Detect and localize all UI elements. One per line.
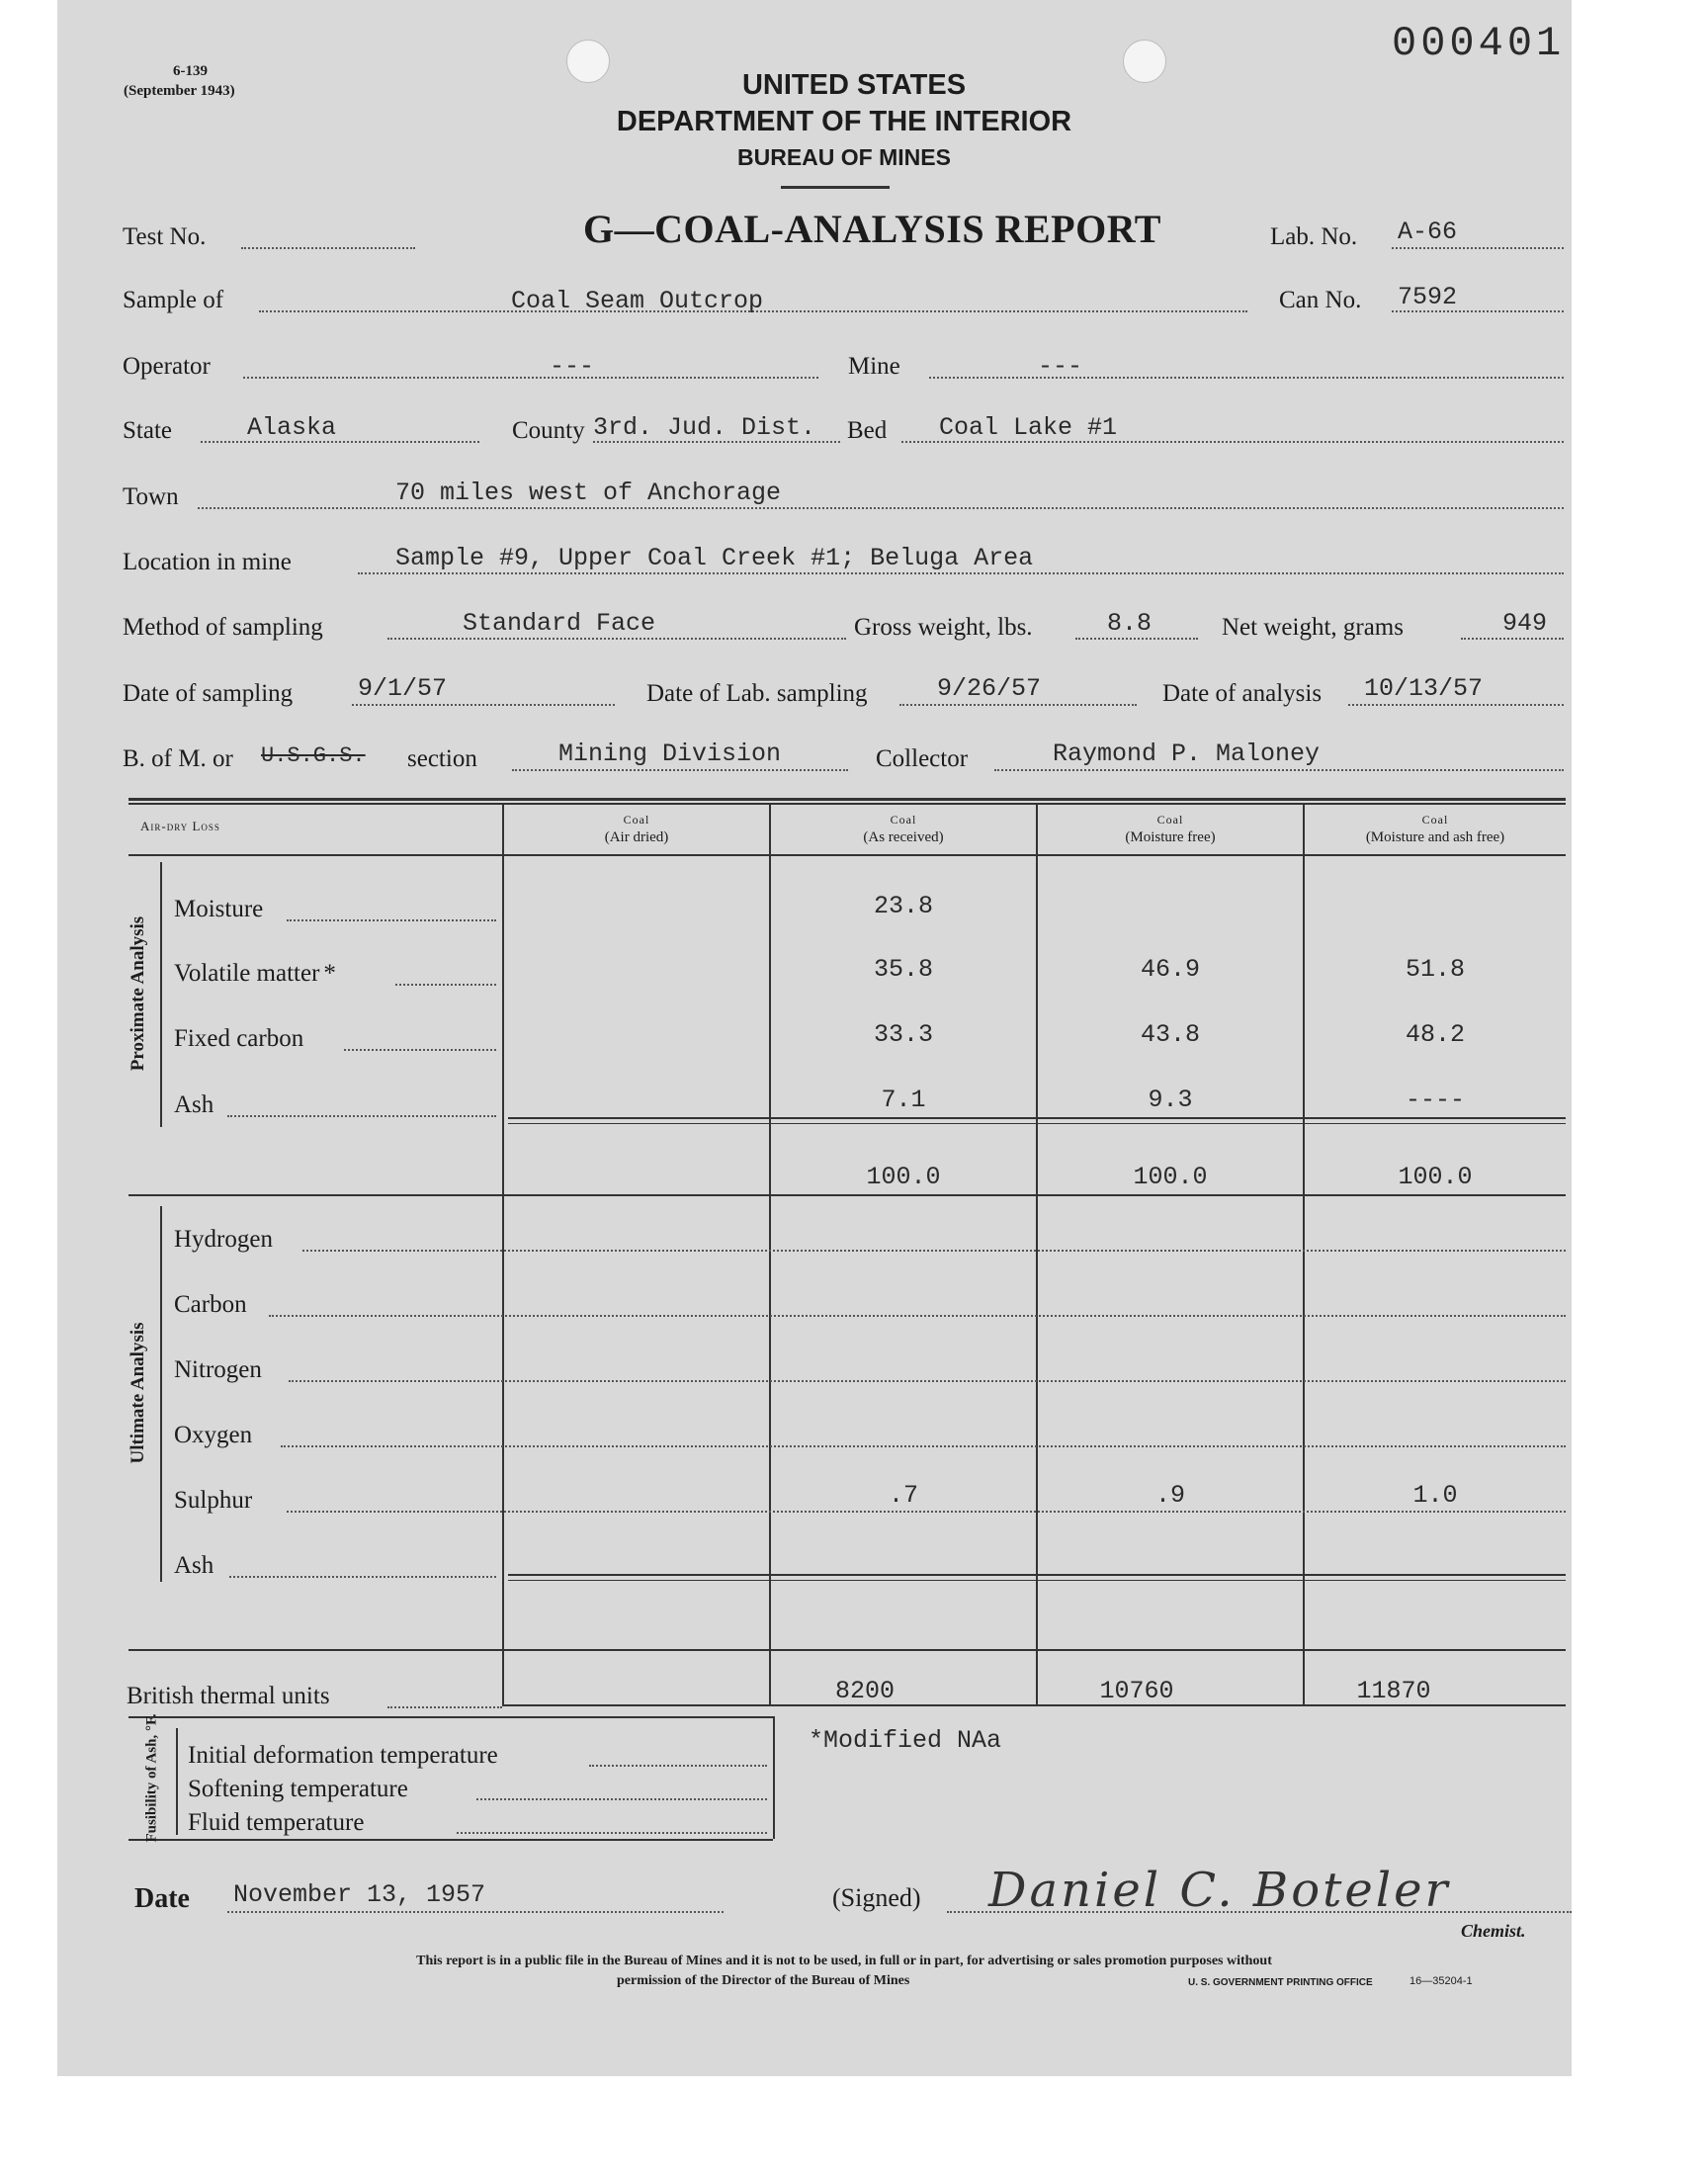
cell-volatile-moisture-ash-free: 51.8 — [1405, 955, 1465, 984]
col-header-moisture-free — [1038, 811, 1303, 846]
date-analysis-line — [1348, 704, 1564, 706]
column-divider-2 — [769, 803, 771, 1704]
state-value: Alaska — [247, 413, 337, 442]
state-label: State — [123, 417, 172, 444]
row-label-volatile-matter — [174, 960, 336, 988]
col-header-as-received-bottom: (As received) — [863, 829, 944, 845]
ultimate-sum-rule-2 — [508, 1580, 1566, 1581]
ultimate-analysis-label: Ultimate Analysis — [128, 1322, 148, 1464]
net-weight-value: 949 — [1502, 609, 1548, 638]
operator-line — [243, 377, 818, 379]
btu-leader — [387, 1706, 502, 1708]
total-as-received: 100.0 — [866, 1163, 941, 1191]
bofm-label: B. of M. or — [123, 745, 233, 772]
fusibility-initial-label: Initial deformation temperature — [188, 1742, 498, 1769]
col-header-as-received-top: Coal — [890, 813, 917, 826]
fusibility-fluid-label: Fluid temperature — [188, 1809, 365, 1836]
date-label: Date — [134, 1883, 190, 1914]
can-no-value: 7592 — [1398, 283, 1458, 311]
btu-divider — [128, 1649, 1566, 1651]
net-weight-line — [1461, 638, 1564, 640]
row-label-nitrogen: Nitrogen — [174, 1356, 262, 1383]
mine-line — [929, 377, 1564, 379]
town-label: Town — [123, 483, 179, 510]
can-no-label: Can No. — [1279, 287, 1362, 313]
cell-sulphur-moisture-free: .9 — [1154, 1481, 1185, 1510]
section-label: section — [407, 745, 477, 772]
town-value: 70 miles west of Anchorage — [395, 478, 782, 507]
lab-no-line — [1392, 247, 1564, 249]
location-label: Location in mine — [123, 549, 292, 575]
operator-label: Operator — [123, 353, 211, 380]
proximate-bracket — [160, 862, 162, 1127]
bed-value: Coal Lake #1 — [939, 413, 1118, 442]
cell-ash-moisture-ash-free: ---- — [1405, 1086, 1465, 1114]
fusibility-box-top — [128, 1716, 773, 1718]
gross-weight-value: 8.8 — [1107, 609, 1153, 638]
ultimate-bracket — [160, 1206, 162, 1582]
mine-label: Mine — [848, 353, 900, 380]
table-top-rule-2 — [128, 803, 1566, 805]
header-department: DEPARTMENT OF THE INTERIOR — [616, 106, 1072, 137]
col-header-moisture-ash-free-bottom: (Moisture and ash free) — [1365, 829, 1505, 845]
location-line — [358, 572, 1564, 574]
cell-sulphur-as-received: .7 — [888, 1481, 918, 1510]
col-header-as-received — [771, 811, 1036, 846]
row-leader-carbon — [269, 1315, 1566, 1317]
report-title: G—COAL-ANALYSIS REPORT — [583, 207, 1161, 251]
table-top-rule — [128, 798, 1566, 801]
document-number: 000401 — [1392, 20, 1566, 67]
net-weight-label: Net weight, grams — [1222, 614, 1404, 641]
header-bureau: BUREAU OF MINES — [737, 144, 951, 170]
row-label-carbon: Carbon — [174, 1291, 247, 1318]
disclaimer-line-2: permission of the Director of the Bureau of Mines — [617, 1973, 910, 1988]
date-analysis-label: Date of analysis — [1162, 680, 1323, 707]
column-divider-4 — [1303, 803, 1305, 1704]
date-analysis-value: 10/13/57 — [1364, 674, 1484, 703]
col-header-air-dried-bottom: (Air dried) — [604, 829, 669, 845]
method-line — [387, 638, 846, 640]
col-header-air-dried-top: Coal — [623, 813, 650, 826]
cell-moisture-as-received: 23.8 — [873, 892, 933, 920]
method-label: Method of sampling — [123, 614, 323, 641]
cell-volatile-as-received: 35.8 — [873, 955, 933, 984]
fusibility-initial-line — [589, 1765, 767, 1767]
row-label-ash-ultimate: Ash — [174, 1552, 214, 1579]
fusibility-fluid-line — [457, 1832, 767, 1834]
section-line — [512, 769, 848, 771]
section-divider — [128, 1194, 1566, 1196]
table-bottom-rule — [502, 1704, 1566, 1706]
disclaimer-line-1: This report is in a public file in the Bureau of Mines and it is not to be used, in full or in part, for advertising or sales promotion purposes without — [416, 1954, 1272, 1968]
section-value: Mining Division — [558, 740, 782, 768]
chemist-label: Chemist. — [1461, 1921, 1526, 1941]
header-rule — [781, 186, 890, 189]
test-no-label: Test No. — [123, 223, 207, 250]
air-dry-loss-label: Air-dry Loss — [140, 819, 220, 833]
row-label-ash-proximate: Ash — [174, 1091, 214, 1118]
row-leader-sulphur — [287, 1511, 1566, 1513]
ultimate-sum-rule — [508, 1574, 1566, 1576]
row-label-fixed-carbon: Fixed carbon — [174, 1025, 304, 1052]
fusibility-bracket — [176, 1728, 178, 1835]
signature: Daniel C. Boteler — [988, 1863, 1451, 1918]
lab-no-value: A-66 — [1398, 218, 1458, 246]
col-header-air-dried — [504, 811, 769, 846]
bofm-struck: U.S.G.S. — [261, 743, 366, 768]
printing-office: U. S. GOVERNMENT PRINTING OFFICE — [1188, 1977, 1373, 1988]
col-header-moisture-ash-free — [1305, 811, 1566, 846]
row-label-sulphur: Sulphur — [174, 1487, 253, 1514]
county-label: County — [512, 417, 585, 444]
sample-of-label: Sample of — [123, 287, 224, 313]
btu-label: British thermal units — [127, 1683, 330, 1709]
header-united-states: UNITED STATES — [741, 69, 967, 101]
proximate-sum-rule — [508, 1117, 1566, 1119]
location-value: Sample #9, Upper Coal Creek #1; Beluga Area — [395, 544, 1034, 572]
mine-value: --- — [1038, 352, 1083, 381]
fusibility-box-right — [773, 1716, 775, 1839]
proximate-sum-rule-2 — [508, 1123, 1566, 1124]
date-sampling-label: Date of sampling — [123, 680, 294, 707]
printing-code: 16—35204-1 — [1409, 1975, 1473, 1987]
method-value: Standard Face — [463, 609, 656, 638]
cell-fixed-carbon-as-received: 33.3 — [873, 1020, 933, 1049]
cell-ash-moisture-free: 9.3 — [1148, 1086, 1193, 1114]
form-date: (September 1943) — [124, 83, 235, 99]
lab-no-label: Lab. No. — [1270, 223, 1358, 250]
total-moisture-ash-free: 100.0 — [1398, 1163, 1473, 1191]
collector-line — [994, 769, 1564, 771]
county-value: 3rd. Jud. Dist. — [593, 413, 816, 442]
date-value: November 13, 1957 — [233, 1880, 486, 1909]
town-line — [198, 507, 1564, 509]
fusibility-softening-label: Softening temperature — [188, 1776, 408, 1802]
col-header-moisture-ash-free-top: Coal — [1421, 813, 1449, 826]
date-lab-line — [899, 704, 1137, 706]
state-line — [201, 441, 479, 443]
sample-of-value: Coal Seam Outcrop — [511, 287, 764, 315]
row-leader-nitrogen — [289, 1380, 1566, 1382]
fusibility-softening-line — [476, 1798, 767, 1800]
gross-weight-line — [1075, 638, 1198, 640]
cell-fixed-carbon-moisture-free: 43.8 — [1140, 1020, 1200, 1049]
row-label-moisture: Moisture — [174, 896, 264, 922]
signed-label: (Signed) — [832, 1883, 921, 1912]
row-label-volatile-matter-text: Volatile matter — [174, 960, 320, 987]
row-label-oxygen: Oxygen — [174, 1422, 253, 1448]
test-no-line — [241, 247, 415, 249]
fusibility-label: Fusibility of Ash, °F. — [143, 1713, 160, 1843]
cell-volatile-moisture-free: 46.9 — [1140, 955, 1200, 984]
column-divider-3 — [1036, 803, 1038, 1704]
column-divider-1 — [502, 803, 504, 1704]
footnote: *Modified NAa — [809, 1726, 1002, 1755]
cell-sulphur-moisture-ash-free: 1.0 — [1412, 1481, 1458, 1510]
volatile-matter-marker: * — [323, 960, 336, 987]
gross-weight-label: Gross weight, lbs. — [854, 614, 1033, 641]
date-lab-value: 9/26/57 — [937, 674, 1042, 703]
row-leader-oxygen — [281, 1445, 1566, 1447]
cell-btu-moisture-ash-free: 11870 — [1356, 1677, 1431, 1705]
row-leader-ash-ultimate — [229, 1576, 496, 1578]
col-header-moisture-free-bottom: (Moisture free) — [1125, 829, 1216, 845]
date-lab-label: Date of Lab. sampling — [646, 680, 868, 707]
operator-value: --- — [550, 352, 595, 381]
collector-value: Raymond P. Maloney — [1053, 740, 1321, 768]
cell-fixed-carbon-moisture-ash-free: 48.2 — [1405, 1020, 1465, 1049]
row-label-hydrogen: Hydrogen — [174, 1226, 273, 1253]
date-sampling-value: 9/1/57 — [358, 674, 448, 703]
proximate-analysis-label: Proximate Analysis — [128, 915, 148, 1072]
row-leader-volatile-matter — [395, 984, 496, 986]
row-leader-ash-proximate — [227, 1115, 496, 1117]
form-number: 6-139 — [173, 63, 208, 79]
col-header-moisture-free-top: Coal — [1156, 813, 1184, 826]
bed-label: Bed — [847, 417, 888, 444]
table-header-rule — [128, 854, 1566, 856]
date-line — [227, 1911, 724, 1913]
cell-btu-as-received: 8200 — [834, 1677, 895, 1705]
fusibility-box-bottom — [128, 1839, 773, 1841]
cell-ash-as-received: 7.1 — [881, 1086, 926, 1114]
date-sampling-line — [352, 704, 615, 706]
row-leader-moisture — [287, 919, 496, 921]
row-leader-hydrogen — [302, 1250, 1566, 1252]
row-leader-fixed-carbon — [344, 1049, 496, 1051]
total-moisture-free: 100.0 — [1133, 1163, 1208, 1191]
collector-label: Collector — [876, 745, 969, 772]
cell-btu-moisture-free: 10760 — [1099, 1677, 1174, 1705]
